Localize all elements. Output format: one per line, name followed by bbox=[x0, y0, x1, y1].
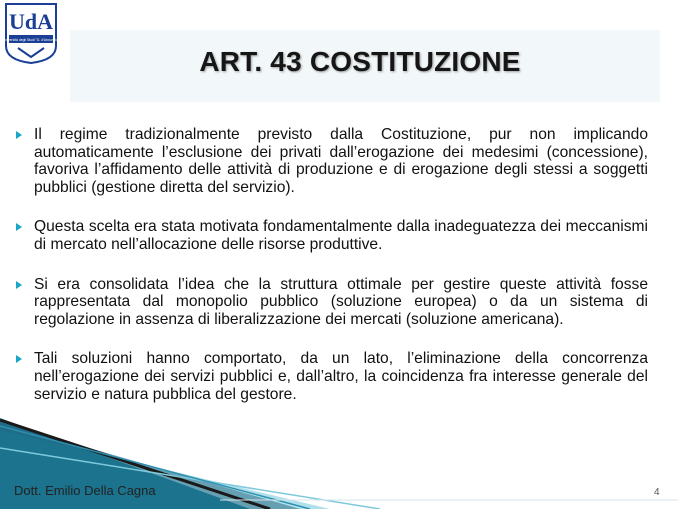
paragraph-text: Si era consolidata l’idea che la struttura ottimale per gestire queste attività fosse rappresentata dal monopolio pubblico (soluzione europea) o da un sistema di regolazione in assenza di liberalizzazione dei mercati (soluzione americana). bbox=[34, 275, 648, 328]
university-logo bbox=[2, 2, 60, 64]
slide-content bbox=[14, 126, 648, 425]
paragraph-text: Questa scelta era stata motivata fondamentalmente dalla inadeguatezza dei meccanismi di mercato nell’allocazione delle risorse produttive. bbox=[34, 218, 648, 253]
page-number: 4 bbox=[654, 487, 660, 498]
logo-text: UdA bbox=[8, 9, 54, 34]
bullet-arrow-icon bbox=[16, 355, 22, 363]
bullet-paragraph bbox=[14, 350, 648, 403]
paragraph-text: Tali soluzioni hanno comportato, da un lato, l’eliminazione della concorrenza nell’erogazione dei servizi pubblici e, dall’altro, la coincidenza fra interesse generale del servizio e natura pubblica del gestore. bbox=[34, 350, 648, 403]
bullet-paragraph bbox=[14, 218, 648, 253]
bullet-arrow-icon bbox=[16, 131, 22, 139]
logo-subtext: Università degli Studi "G. d'Annunzio" bbox=[2, 38, 60, 42]
bullet-arrow-icon bbox=[16, 223, 22, 231]
bullet-paragraph bbox=[14, 126, 648, 196]
bullet-arrow-icon bbox=[16, 281, 22, 289]
bullet-paragraph bbox=[14, 276, 648, 329]
paragraph-text: Il regime tradizionalmente previsto dalla Costituzione, pur non implicando automaticamente l’esclusione dei privati dall’erogazione dei medesimi (concessione), favoriva l’affidamento delle attività di produzione e di erogazione degli stessi a soggetti pubblici (gestione diretta del servizio). bbox=[34, 126, 648, 196]
footer-author: Dott. Emilio Della Cagna bbox=[14, 483, 156, 498]
slide-title: ART. 43 COSTITUZIONE bbox=[199, 46, 521, 77]
